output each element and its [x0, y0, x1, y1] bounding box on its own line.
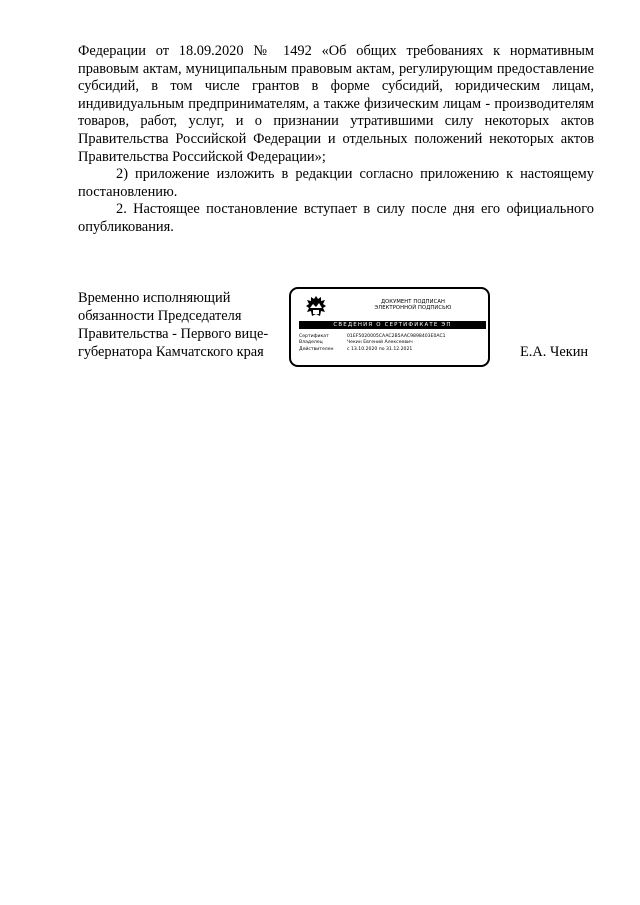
electronic-signature-stamp [289, 287, 490, 367]
stamp-row-value: Чекин Евгений Алексеевич [347, 340, 413, 346]
signer-position-line: губернатора Камчатского края [78, 344, 264, 360]
coat-of-arms-icon [305, 295, 327, 319]
stamp-row-label: Сертификат [299, 334, 329, 339]
stamp-row-label: Владелец [299, 340, 323, 346]
stamp-certificate-details [299, 334, 487, 353]
signer-position-line: Правительства - Первого вице- [78, 326, 269, 342]
stamp-certificate-bar: СВЕДЕНИЯ О СЕРТИФИКАТЕ ЭП [299, 321, 486, 329]
paragraph-federal-reference: Федерации от 18.09.2020 № 1492 «Об общих требованиях к нормативным правовым актам, муниципальным правовым актам, регулирующим предоставление субсидий, в том числе грантов в форме субсидий, юридическим лицам, индивидуальным предпринимателям, а также физическим лицам - производителям товаров, работ, услуг, и о признании утратившими силу некоторых актов Правительства Российской Федерации и отдельных положений некоторых актов Правительства Российской Федерации»; [78, 43, 594, 165]
stamp-row-value: с 13.10.2020 по 31.12.2021 [347, 346, 413, 352]
stamp-heading-line: ДОКУМЕНТ ПОДПИСАН [380, 299, 446, 305]
stamp-row-validity [299, 347, 487, 353]
document-body [78, 43, 594, 237]
signer-position-line: Временно исполняющий [78, 290, 231, 306]
stamp-heading-line: ЭЛЕКТРОННОЙ ПОДПИСЬЮ [374, 305, 452, 312]
signer-name: Е.А. Чекин [520, 344, 589, 360]
paragraph-item-2: 2) приложение изложить в редакции согласно приложению к настоящему постановлению. [78, 166, 594, 200]
stamp-row-value: 01EF5020005CAAC2B5AAC9898403E0AC1 [347, 334, 446, 339]
signer-position [78, 289, 288, 361]
stamp-heading [343, 299, 483, 312]
stamp-row-label: Действителен [299, 346, 334, 352]
paragraph-entry-into-force: 2. Настоящее постановление вступает в силу после дня его официального опубликования. [78, 201, 594, 235]
signer-position-line: обязанности Председателя [78, 308, 242, 324]
